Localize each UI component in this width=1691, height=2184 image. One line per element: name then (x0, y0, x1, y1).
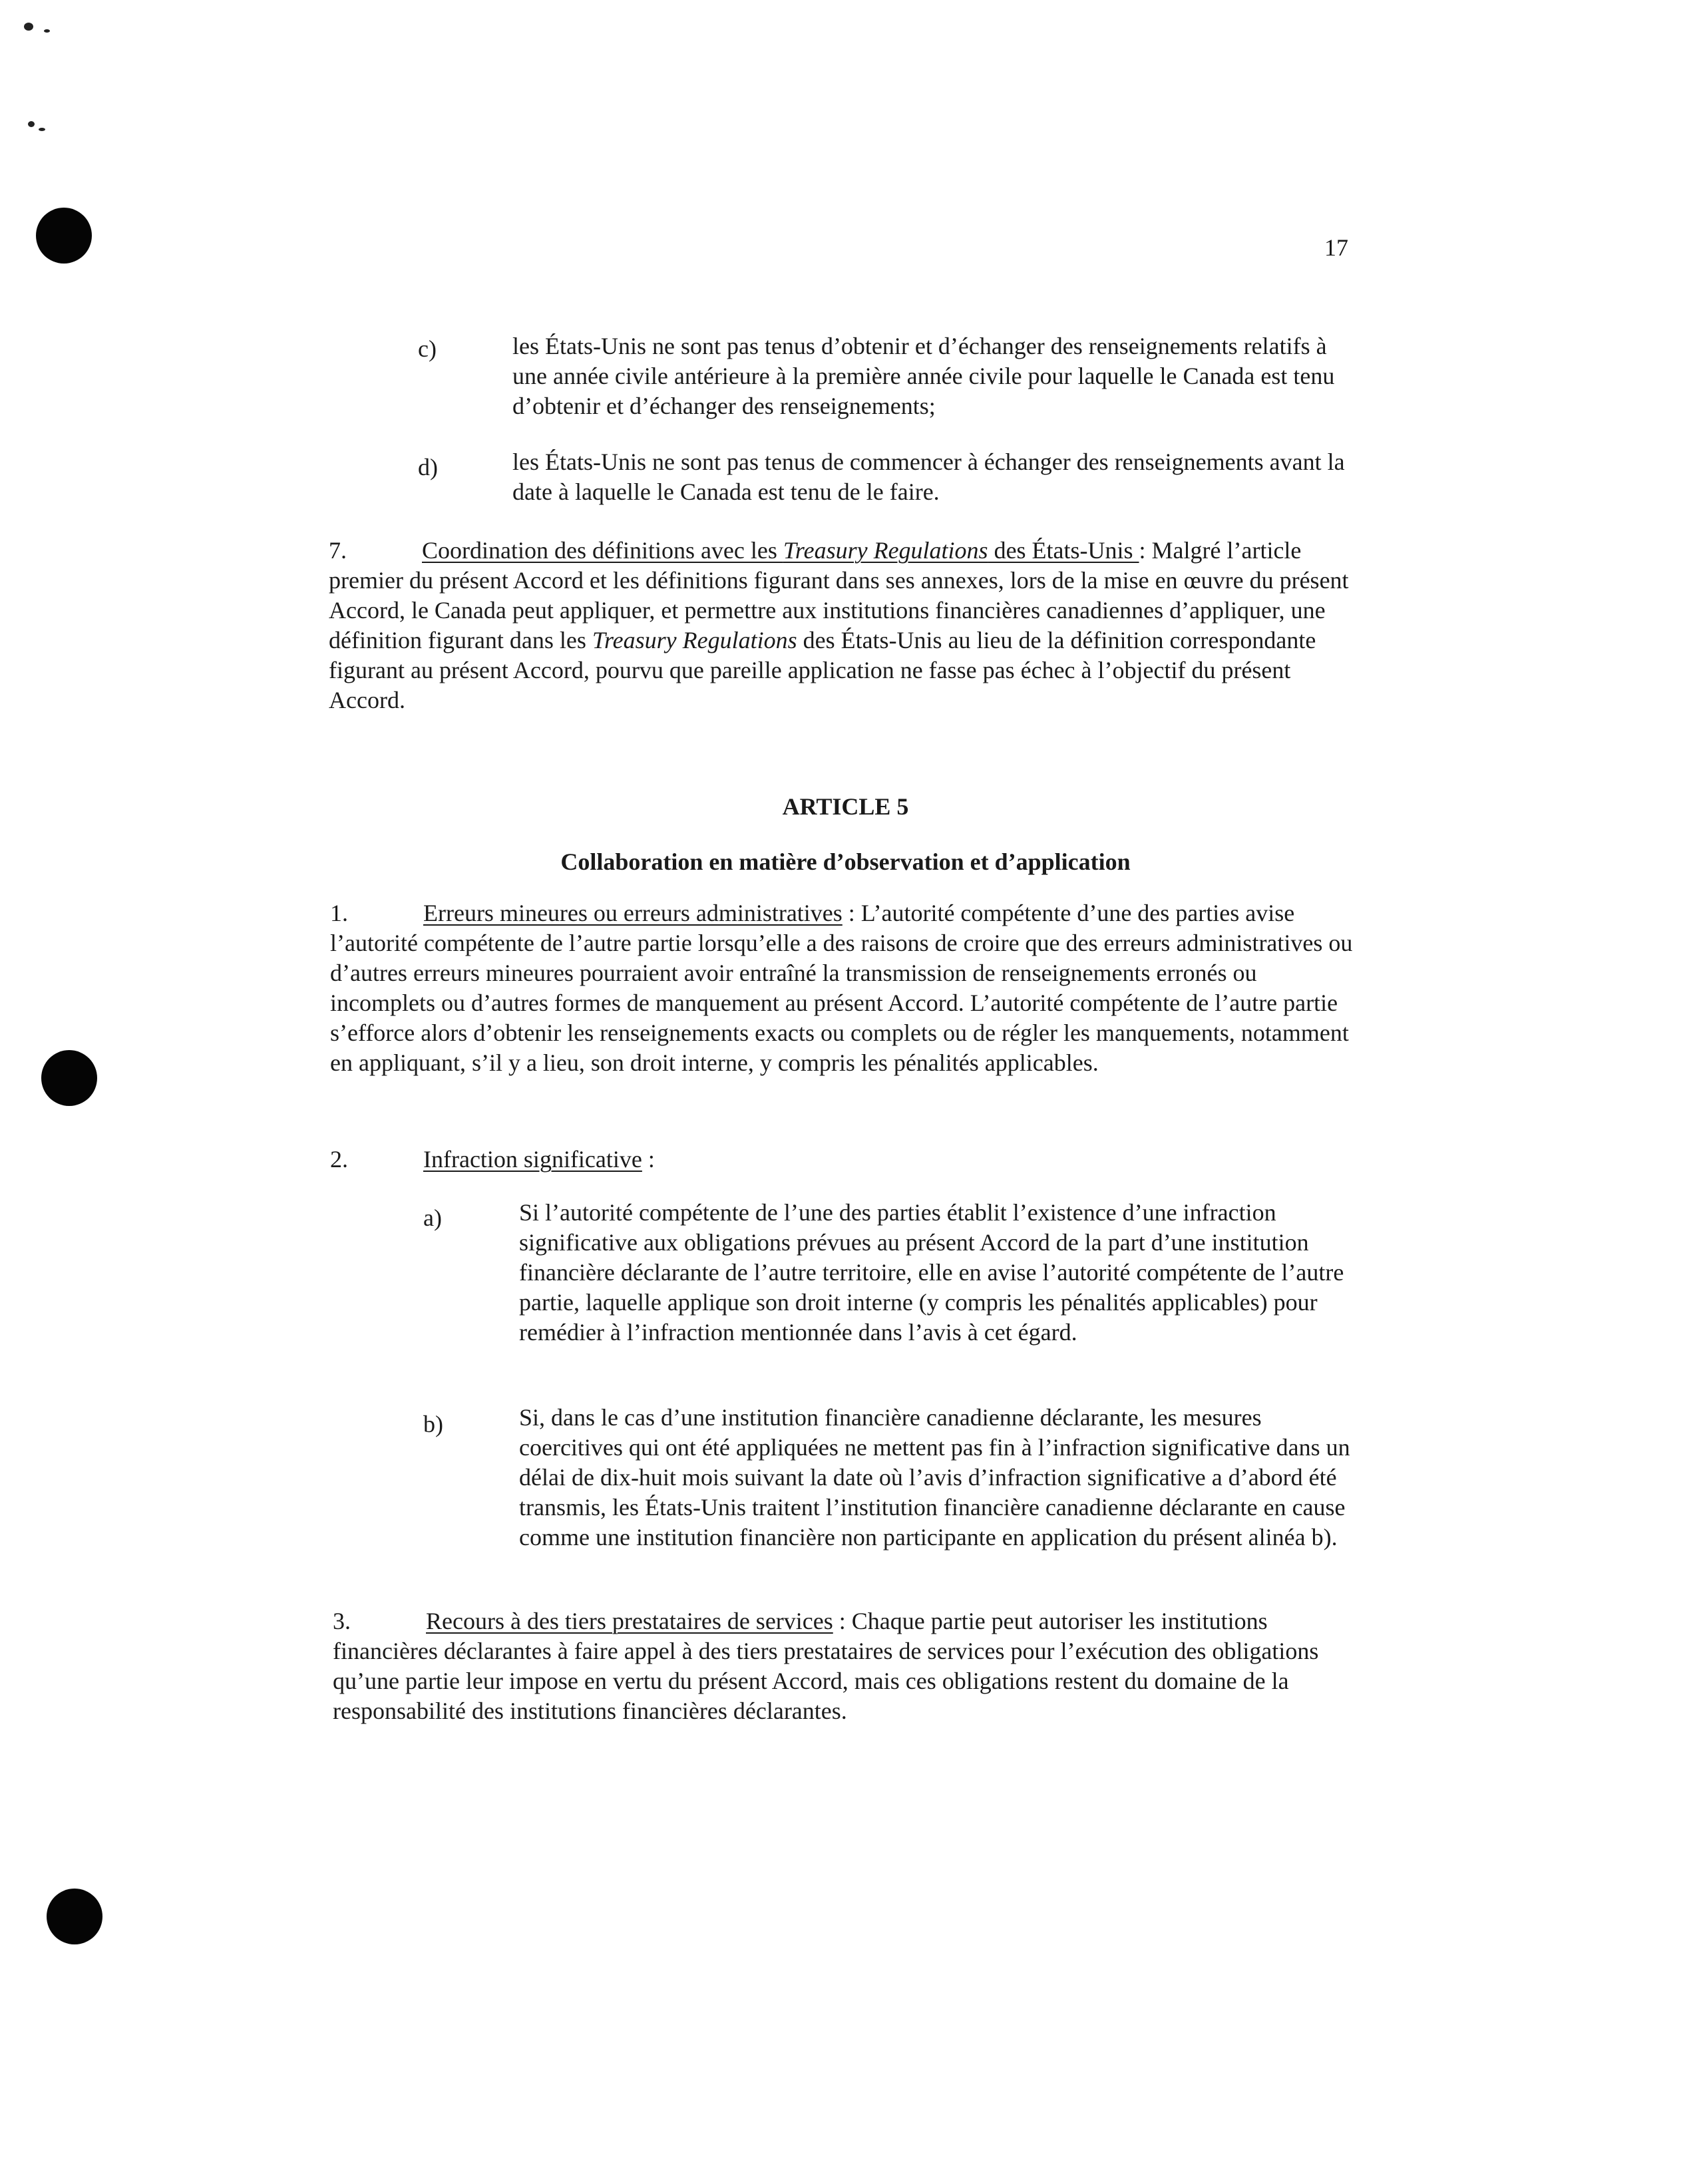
punch-hole (41, 1050, 97, 1106)
paragraph-number: 2. (330, 1146, 348, 1173)
paragraph-title-italic: Treasury Regulations (783, 537, 988, 564)
paragraph-title-part: des États-Unis (988, 537, 1139, 564)
scan-speck (24, 23, 33, 31)
paragraph-1 (330, 898, 1359, 1078)
list-item-text: les États-Unis ne sont pas tenus de commencer à échanger des renseignements avant la date à laquelle le Canada est tenu de le faire. (512, 449, 1345, 505)
list-item-text: les États-Unis ne sont pas tenus d’obtenir et d’échanger des renseignements relatifs à une année civile antérieure à la première année civile pour laquelle le Canada est tenu d’obtenir et d’échanger des renseignements; (512, 333, 1335, 419)
article-heading: ARTICLE 5 (782, 793, 909, 820)
paragraph-2 (330, 1145, 1359, 1175)
paragraph-number: 1. (330, 900, 348, 926)
paragraph-text: des États-Unis au lieu de la définition correspondante figurant au présent Accord, pourvu que pareille application ne fasse pas échec à l’objectif du présent Accord. (329, 627, 1316, 713)
list-item-text: Si, dans le cas d’une institution financière canadienne déclarante, les mesures coercitives qui ont été appliquées ne mettent pas fin à l’infraction significative dans un délai de dix-huit mois suivant la date où l’avis d’infraction significative a d’abord été transmis, les États-Unis traitent l’institution financière canadienne déclarante en cause comme une institution financière non participante en application du présent alinéa b). (519, 1404, 1350, 1550)
paragraph-text-italic: Treasury Regulations (592, 627, 797, 653)
list-item-text: Si l’autorité compétente de l’une des parties établit l’existence d’une infraction significative aux obligations prévues au présent Accord de la part d’une institution financière déclarante de l’autre territoire, elle en avise l’autorité compétente de l’autre partie, laquelle applique son droit interne (y compris les pénalités applicables) pour remédier à l’infraction mentionnée dans l’avis à cet égard. (519, 1199, 1344, 1346)
list-item-letter: d) (418, 454, 438, 480)
paragraph-number: 7. (329, 537, 347, 564)
paragraph-title: Infraction significative (423, 1146, 642, 1173)
scan-speck (28, 121, 35, 127)
punch-hole (47, 1889, 102, 1944)
list-item-letter: c) (418, 335, 437, 362)
paragraph-title: Recours à des tiers prestataires de services (426, 1608, 833, 1634)
scan-speck (44, 29, 50, 33)
paragraph-7 (329, 536, 1358, 715)
paragraph-text: : Malgré l’article premier du présent Accord et les définitions figurant dans ses annexes, lors de la mise en œuvre du présent Accord, le Canada peut appliquer, et permettre aux institutions financières canadiennes d’appliquer, une définition figurant dans les (329, 537, 1349, 653)
paragraph-number: 3. (333, 1608, 351, 1634)
paragraph-text: : L’autorité compétente d’une des parties avise l’autorité compétente de l’autre partie lorsqu’elle a des raisons de croire que des erreurs administratives ou d’autres erreurs mineures pourraient avoir entraîné la transmission de renseignements erronés ou incomplets ou d’autres formes de manquement au présent Accord. L’autorité compétente de l’autre partie s’efforce alors d’obtenir les renseignements exacts ou complets ou de régler les manquements, notamment en appliquant, s’il y a lieu, son droit interne, y compris les pénalités applicables. (330, 900, 1353, 1076)
scan-speck (39, 128, 45, 131)
article-subheading: Collaboration en matière d’observation et d’application (560, 848, 1131, 875)
page-number: 17 (1324, 234, 1348, 261)
list-item-letter: a) (423, 1204, 442, 1231)
list-item-letter: b) (423, 1411, 443, 1437)
paragraph-text: : (642, 1146, 655, 1173)
paragraph-title: Erreurs mineures ou erreurs administratives (423, 900, 843, 926)
paragraph-title-part: Coordination des définitions avec les (422, 537, 783, 564)
paragraph-3 (333, 1606, 1358, 1726)
punch-hole (36, 208, 92, 264)
paragraph-title (422, 537, 1139, 564)
paragraph-text: : Chaque partie peut autoriser les institutions financières déclarantes à faire appel à des tiers prestataires de services pour l’exécution des obligations qu’une partie leur impose en vertu du présent Accord, mais ces obligations restent du domaine de la responsabilité des institutions financières déclarantes. (333, 1608, 1319, 1724)
